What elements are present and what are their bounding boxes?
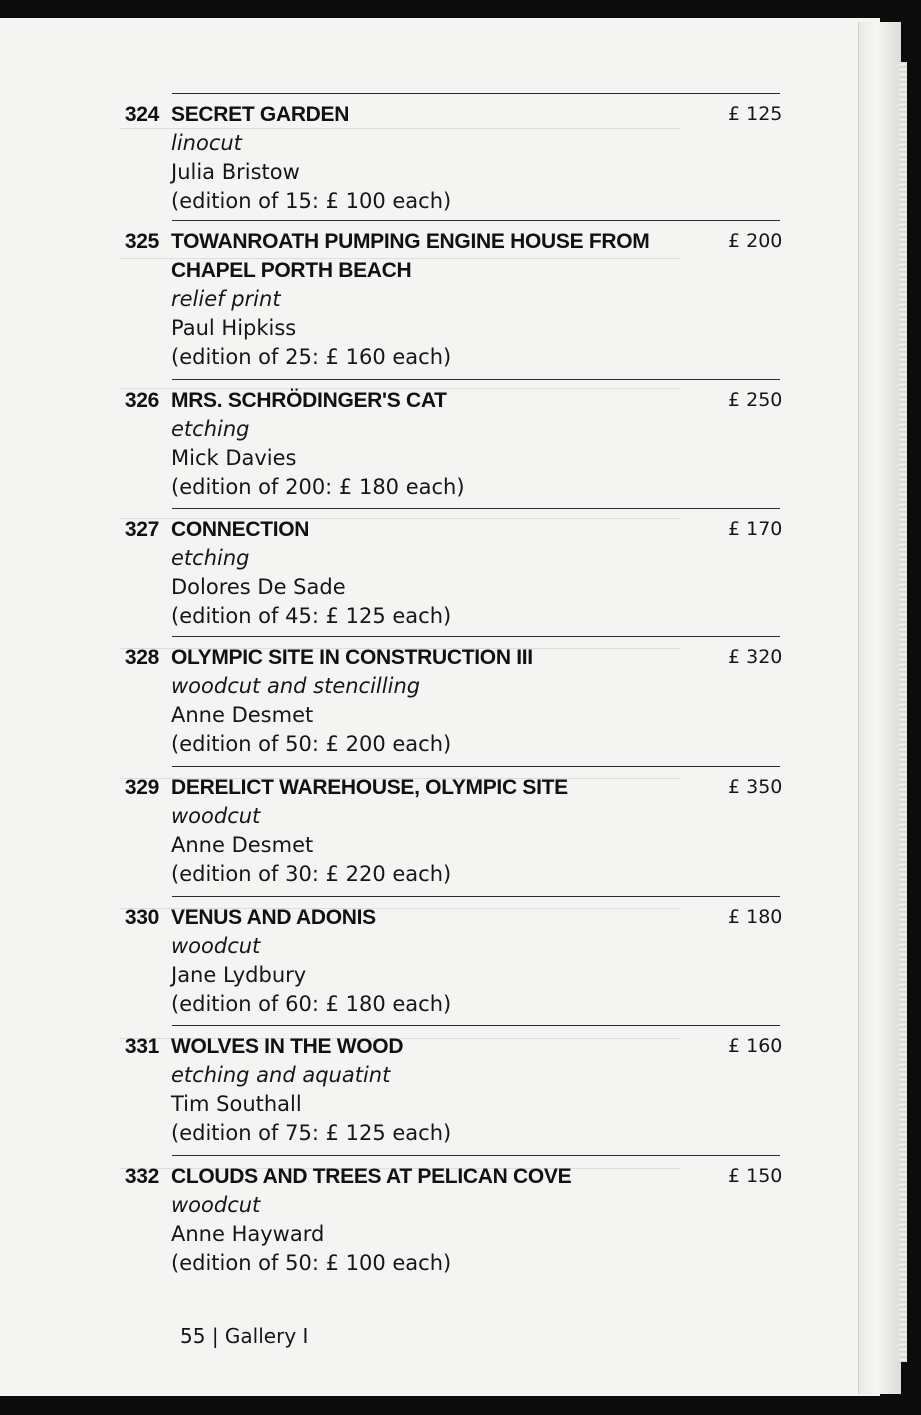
- entry-artist: Mick Davies: [171, 446, 297, 470]
- entry-price: £ 250: [728, 389, 783, 411]
- entry-number: 331: [124, 1035, 159, 1058]
- entry-title: MRS. SCHRÖDINGER'S CAT: [171, 389, 447, 412]
- entry-number: 327: [124, 518, 159, 541]
- entry-number: 328: [124, 646, 159, 669]
- entry-artist: Paul Hipkiss: [171, 316, 297, 340]
- entry-edition: (edition of 30: £ 220 each): [171, 862, 452, 886]
- catalogue-page: [0, 18, 880, 1396]
- entry-artist: Julia Bristow: [171, 160, 300, 184]
- entry-title: SECRET GARDEN: [171, 103, 350, 126]
- entry-divider: [172, 1155, 780, 1156]
- entry-artist: Dolores De Sade: [171, 575, 346, 599]
- entry-edition: (edition of 15: £ 100 each): [171, 189, 452, 213]
- entry-medium: woodcut and stencilling: [171, 674, 421, 698]
- entry-medium: woodcut: [171, 1193, 261, 1217]
- entry-price: £ 200: [728, 230, 783, 252]
- entry-artist: Anne Desmet: [171, 703, 314, 727]
- entry-medium: etching and aquatint: [171, 1063, 391, 1087]
- entry-title: VENUS AND ADONIS: [171, 906, 376, 929]
- entry-artist: Anne Desmet: [171, 833, 314, 857]
- entry-number: 329: [124, 776, 159, 799]
- entry-divider: [172, 896, 780, 897]
- entry-title: WOLVES IN THE WOOD: [171, 1035, 404, 1058]
- page-number: 55: [180, 1324, 206, 1348]
- entry-edition: (edition of 50: £ 100 each): [171, 1251, 452, 1275]
- entry-edition: (edition of 200: £ 180 each): [171, 475, 465, 499]
- entry-medium: etching: [171, 546, 250, 570]
- entry-artist: Tim Southall: [171, 1092, 302, 1116]
- entry-edition: (edition of 25: £ 160 each): [171, 345, 452, 369]
- entry-divider: [172, 1025, 780, 1026]
- entry-artist: Anne Hayward: [171, 1222, 325, 1246]
- entry-divider: [172, 93, 780, 94]
- entry-divider: [172, 220, 780, 221]
- entry-price: £ 350: [728, 776, 783, 798]
- entry-edition: (edition of 60: £ 180 each): [171, 992, 452, 1016]
- entry-price: £ 320: [728, 646, 783, 668]
- page-block-edge: [858, 22, 901, 1394]
- entry-title-line-2: CHAPEL PORTH BEACH: [171, 259, 412, 282]
- page-footer: [180, 1324, 308, 1348]
- entry-price: £ 160: [728, 1035, 783, 1057]
- entry-divider: [172, 379, 780, 380]
- entry-edition: (edition of 50: £ 200 each): [171, 732, 452, 756]
- entry-title-line-1: TOWANROATH PUMPING ENGINE HOUSE FROM: [171, 230, 650, 253]
- entry-medium: etching: [171, 417, 250, 441]
- entry-number: 325: [124, 230, 159, 253]
- entry-price: £ 125: [728, 103, 783, 125]
- entry-price: £ 150: [728, 1165, 783, 1187]
- entry-medium: relief print: [171, 287, 281, 311]
- entry-medium: woodcut: [171, 934, 261, 958]
- entry-title: CONNECTION: [171, 518, 310, 541]
- entry-edition: (edition of 45: £ 125 each): [171, 604, 452, 628]
- entry-divider: [172, 636, 780, 637]
- entry-number: 324: [124, 103, 159, 126]
- entry-price: £ 180: [728, 906, 783, 928]
- entry-title: DERELICT WAREHOUSE, OLYMPIC SITE: [171, 776, 568, 799]
- footer-separator: |: [211, 1324, 219, 1348]
- section-name: Gallery I: [224, 1324, 309, 1348]
- entry-number: 332: [124, 1165, 159, 1188]
- entry-title: CLOUDS AND TREES AT PELICAN COVE: [171, 1165, 572, 1188]
- entry-number: 330: [124, 906, 159, 929]
- entry-medium: woodcut: [171, 804, 261, 828]
- entry-artist: Jane Lydbury: [171, 963, 307, 987]
- entry-number: 326: [124, 389, 159, 412]
- entry-divider: [172, 508, 780, 509]
- entry-edition: (edition of 75: £ 125 each): [171, 1121, 452, 1145]
- entry-price: £ 170: [728, 518, 783, 540]
- entry-medium: linocut: [171, 131, 242, 155]
- entry-divider: [172, 766, 780, 767]
- entry-title: OLYMPIC SITE IN CONSTRUCTION III: [171, 646, 533, 669]
